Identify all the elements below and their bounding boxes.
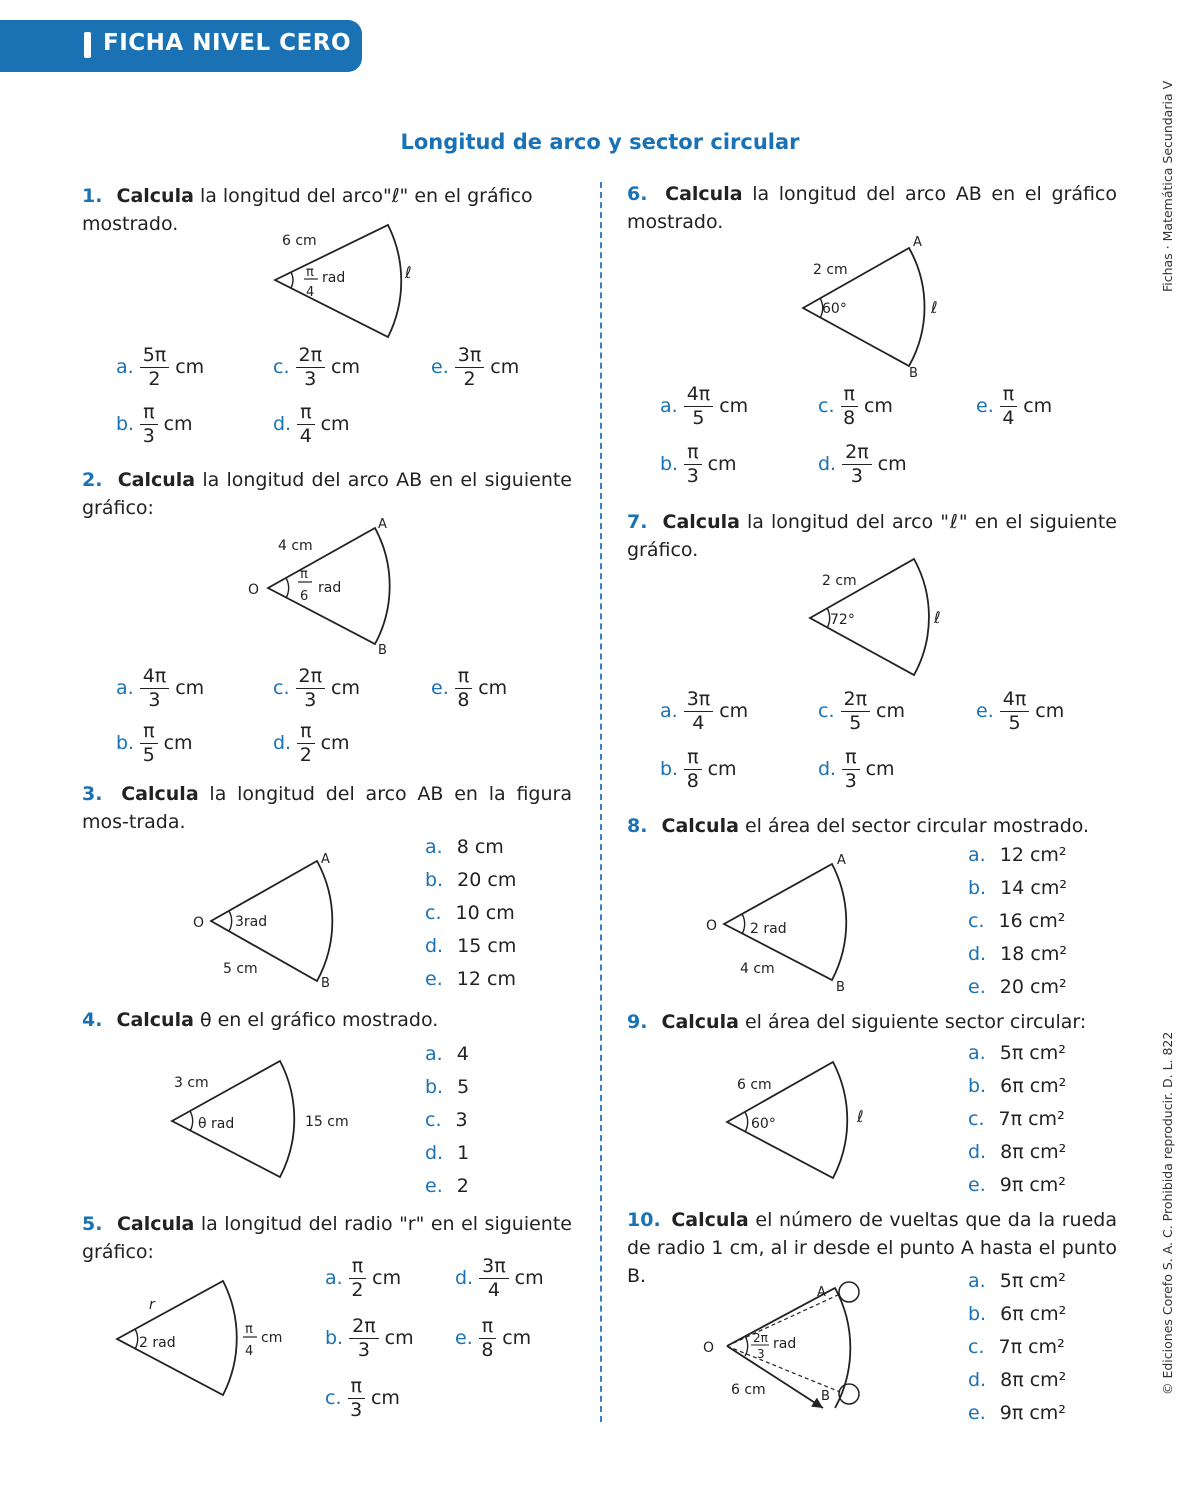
side-text-top: Fichas · Matemática Secundaria V bbox=[1160, 80, 1175, 292]
question-text: el área del sector circular mostrado. bbox=[738, 815, 1090, 837]
sector-figure-q1 bbox=[260, 220, 430, 345]
svg-text:O: O bbox=[706, 918, 718, 934]
option-d[interactable]: d. $\frac{\pi}{4}$ cm bbox=[273, 401, 350, 447]
option-d[interactable]: d. $\frac{\pi}{3}$ cm bbox=[818, 746, 895, 792]
option-a[interactable]: a. $\frac{4\pi}{5}$ cm bbox=[660, 383, 749, 429]
svg-text:6: 6 bbox=[300, 589, 309, 604]
question-3 bbox=[82, 780, 572, 836]
question-keyword: Calcula bbox=[116, 185, 194, 207]
svg-text:A: A bbox=[817, 1285, 826, 1300]
option-b[interactable]: b. 5 bbox=[425, 1076, 470, 1098]
option-e[interactable]: e. 12 cm bbox=[425, 968, 516, 990]
option-d[interactable]: d. 8π cm² bbox=[968, 1369, 1067, 1391]
option-c[interactable]: c. $\frac{\pi}{3}$ cm bbox=[325, 1375, 400, 1421]
svg-text:A: A bbox=[321, 852, 330, 867]
question-text: el número de vueltas que da la rueda de radio 1 cm, al ir desde el punto A hasta el punto B. bbox=[627, 1209, 1117, 1287]
option-c[interactable]: c. 7π cm² bbox=[968, 1108, 1065, 1130]
svg-text:60°: 60° bbox=[751, 1116, 776, 1132]
question-keyword: Calcula bbox=[116, 1009, 194, 1031]
svg-text:ℓ: ℓ bbox=[931, 298, 938, 317]
option-a[interactable]: a. 8 cm bbox=[425, 836, 504, 858]
options-q1 bbox=[116, 344, 576, 459]
option-c[interactable]: c. $\frac{2\pi}{3}$ cm bbox=[273, 344, 360, 390]
option-c[interactable]: c. 3 bbox=[425, 1109, 468, 1131]
options-q3 bbox=[425, 836, 516, 1001]
svg-text:2 rad: 2 rad bbox=[139, 1335, 176, 1351]
option-b[interactable]: b. $\frac{\pi}{8}$ cm bbox=[660, 746, 737, 792]
option-d[interactable]: d. 15 cm bbox=[425, 935, 517, 957]
svg-text:5 cm: 5 cm bbox=[223, 961, 258, 977]
option-b[interactable]: b. $\frac{2\pi}{3}$ cm bbox=[325, 1315, 414, 1361]
svg-text:O: O bbox=[193, 915, 205, 931]
option-c[interactable]: c. 16 cm² bbox=[968, 910, 1066, 932]
option-b[interactable]: b. 6π cm² bbox=[968, 1075, 1067, 1097]
sector-figure-q6 bbox=[795, 232, 965, 382]
column-divider bbox=[600, 182, 602, 1422]
sector-figure-q8 bbox=[700, 848, 870, 998]
question-number: 10. bbox=[627, 1209, 661, 1231]
question-keyword: Calcula bbox=[661, 1011, 739, 1033]
tab-bar-mark bbox=[84, 32, 91, 58]
side-text-bottom: © Ediciones Corefo S. A. C. Prohibida reproducir. D. L. 822 bbox=[1160, 1031, 1175, 1395]
question-text: θ en el gráfico mostrado. bbox=[193, 1009, 439, 1031]
question-9 bbox=[627, 1008, 1117, 1036]
svg-text:3: 3 bbox=[757, 1347, 765, 1361]
options-q2 bbox=[116, 665, 576, 780]
option-d[interactable]: d. $\frac{\pi}{2}$ cm bbox=[273, 720, 350, 766]
question-keyword: Calcula bbox=[662, 511, 740, 533]
question-keyword: Calcula bbox=[665, 183, 743, 205]
question-4 bbox=[82, 1006, 572, 1034]
svg-text:B: B bbox=[321, 976, 330, 991]
question-number: 5. bbox=[82, 1213, 103, 1235]
option-a[interactable]: a. 12 cm² bbox=[968, 844, 1067, 866]
sector-figure-q3 bbox=[185, 845, 355, 995]
question-text: la longitud del arco AB en el gráfico mostrado. bbox=[627, 183, 1118, 233]
option-e[interactable]: e. 20 cm² bbox=[968, 976, 1067, 998]
svg-text:rad: rad bbox=[773, 1336, 797, 1352]
option-e[interactable]: e. $\frac{\pi}{8}$ cm bbox=[455, 1315, 532, 1361]
question-text: la longitud del arco"ℓ" en el gráfico mostrado. bbox=[82, 185, 533, 235]
svg-text:6 cm: 6 cm bbox=[731, 1382, 766, 1398]
sector-figure-q5 bbox=[105, 1275, 300, 1405]
option-d[interactable]: d. $\frac{2\pi}{3}$ cm bbox=[818, 441, 907, 487]
svg-text:ℓ: ℓ bbox=[934, 608, 941, 627]
angle-unit: rad bbox=[322, 270, 346, 286]
vertex-o: O bbox=[248, 582, 260, 598]
svg-text:π: π bbox=[245, 1322, 253, 1337]
header-tab bbox=[0, 20, 362, 72]
arc-label: ℓ bbox=[405, 263, 412, 282]
svg-text:2 rad: 2 rad bbox=[750, 921, 787, 937]
question-number: 6. bbox=[627, 183, 648, 205]
sector-figure-q7 bbox=[800, 555, 960, 680]
point-a: A bbox=[378, 517, 387, 532]
svg-text:cm: cm bbox=[261, 1330, 283, 1346]
side-label: 4 cm bbox=[278, 538, 313, 554]
svg-text:3 cm: 3 cm bbox=[174, 1075, 209, 1091]
question-number: 7. bbox=[627, 511, 648, 533]
options-q7 bbox=[660, 688, 1120, 803]
question-6 bbox=[627, 180, 1117, 236]
option-a[interactable]: a. 5π cm² bbox=[968, 1042, 1066, 1064]
question-keyword: Calcula bbox=[661, 815, 739, 837]
option-b[interactable]: b. 20 cm bbox=[425, 869, 517, 891]
options-q8 bbox=[968, 844, 1067, 1009]
svg-text:2π: 2π bbox=[753, 1331, 768, 1345]
sector-figure-q4 bbox=[160, 1055, 370, 1185]
options-q9 bbox=[968, 1042, 1066, 1207]
options-q4 bbox=[425, 1043, 469, 1208]
option-a[interactable]: a. $\frac{4\pi}{3}$ cm bbox=[116, 665, 205, 711]
option-e[interactable]: e. $\frac{4\pi}{5}$ cm bbox=[976, 688, 1065, 734]
options-q5 bbox=[325, 1255, 575, 1435]
options-q6 bbox=[660, 383, 1120, 498]
point-b: B bbox=[378, 643, 387, 657]
option-e[interactable]: e. $\frac{\pi}{4}$ cm bbox=[976, 383, 1053, 429]
option-c[interactable]: c. $\frac{2\pi}{5}$ cm bbox=[818, 688, 905, 734]
question-number: 4. bbox=[82, 1009, 103, 1031]
option-e[interactable]: e. 2 bbox=[425, 1175, 469, 1197]
option-b[interactable]: b. 6π cm² bbox=[968, 1303, 1067, 1325]
options-q10 bbox=[968, 1270, 1066, 1435]
option-a[interactable]: a. $\frac{5\pi}{2}$ cm bbox=[116, 344, 205, 390]
svg-text:θ rad: θ rad bbox=[198, 1116, 235, 1132]
svg-text:72°: 72° bbox=[830, 612, 855, 628]
svg-text:ℓ: ℓ bbox=[857, 1107, 864, 1126]
svg-text:π: π bbox=[300, 567, 308, 582]
side-label: 6 cm bbox=[282, 233, 317, 249]
svg-text:3rad: 3rad bbox=[235, 914, 268, 930]
svg-text:2 cm: 2 cm bbox=[813, 262, 848, 278]
svg-text:6 cm: 6 cm bbox=[737, 1077, 772, 1093]
svg-text:4 cm: 4 cm bbox=[740, 961, 775, 977]
tab-label: FICHA NIVEL CERO bbox=[103, 30, 352, 56]
question-keyword: Calcula bbox=[121, 783, 199, 805]
svg-text:O: O bbox=[703, 1340, 715, 1356]
question-number: 9. bbox=[627, 1011, 648, 1033]
option-c[interactable]: c. 7π cm² bbox=[968, 1336, 1065, 1358]
svg-text:60°: 60° bbox=[822, 301, 847, 317]
question-number: 3. bbox=[82, 783, 103, 805]
option-e[interactable]: e. $\frac{\pi}{8}$ cm bbox=[431, 665, 508, 711]
option-c[interactable]: c. $\frac{2\pi}{3}$ cm bbox=[273, 665, 360, 711]
svg-text:A: A bbox=[913, 235, 922, 250]
option-b[interactable]: b. 14 cm² bbox=[968, 877, 1067, 899]
question-keyword: Calcula bbox=[116, 1213, 195, 1235]
option-a[interactable]: a. 4 bbox=[425, 1043, 469, 1065]
question-number: 1. bbox=[82, 185, 103, 207]
question-text: la longitud del arco AB en el siguiente gráfico: bbox=[82, 469, 572, 519]
option-e[interactable]: e. 9π cm² bbox=[968, 1174, 1066, 1196]
question-keyword: Calcula bbox=[117, 469, 196, 491]
option-c[interactable]: c. $\frac{\pi}{8}$ cm bbox=[818, 383, 893, 429]
option-e[interactable]: e. $\frac{3\pi}{2}$ cm bbox=[431, 344, 520, 390]
question-keyword: Calcula bbox=[671, 1209, 749, 1231]
question-text: el área del siguiente sector circular: bbox=[738, 1011, 1087, 1033]
sector-figure-q10 bbox=[695, 1272, 875, 1422]
question-number: 2. bbox=[82, 469, 103, 491]
sector-figure-q9 bbox=[715, 1058, 885, 1183]
svg-text:15 cm: 15 cm bbox=[305, 1114, 349, 1130]
svg-text:rad: rad bbox=[318, 580, 342, 596]
svg-text:B: B bbox=[909, 366, 918, 381]
svg-text:4: 4 bbox=[245, 1344, 254, 1359]
option-b[interactable]: b. $\frac{\pi}{3}$ cm bbox=[660, 441, 737, 487]
angle-numerator: π bbox=[306, 265, 314, 280]
svg-text:B: B bbox=[821, 1389, 830, 1404]
svg-text:2 cm: 2 cm bbox=[822, 573, 857, 589]
question-number: 8. bbox=[627, 815, 648, 837]
option-a[interactable]: a. $\frac{3\pi}{4}$ cm bbox=[660, 688, 749, 734]
option-c[interactable]: c. 10 cm bbox=[425, 902, 515, 924]
svg-text:r: r bbox=[149, 1297, 155, 1313]
option-d[interactable]: d. 1 bbox=[425, 1142, 470, 1164]
svg-text:B: B bbox=[836, 980, 845, 995]
option-e[interactable]: e. 9π cm² bbox=[968, 1402, 1066, 1424]
question-text: la longitud del arco "ℓ" en el siguiente gráfico. bbox=[627, 511, 1117, 561]
page-title: Longitud de arco y sector circular bbox=[400, 130, 800, 154]
svg-text:A: A bbox=[837, 853, 846, 868]
option-b[interactable]: b. $\frac{\pi}{3}$ cm bbox=[116, 401, 193, 447]
option-a[interactable]: a. 5π cm² bbox=[968, 1270, 1066, 1292]
question-text: la longitud del radio "r" en el siguiente gráfico: bbox=[82, 1213, 572, 1263]
option-a[interactable]: a. $\frac{\pi}{2}$ cm bbox=[325, 1255, 402, 1301]
option-d[interactable]: d. $\frac{3\pi}{4}$ cm bbox=[455, 1255, 544, 1301]
option-d[interactable]: d. 18 cm² bbox=[968, 943, 1067, 965]
question-8 bbox=[627, 812, 1117, 840]
question-text: la longitud del arco AB en la figura mos-trada. bbox=[82, 783, 572, 833]
option-d[interactable]: d. 8π cm² bbox=[968, 1141, 1067, 1163]
angle-denominator: 4 bbox=[306, 285, 315, 300]
option-b[interactable]: b. $\frac{\pi}{5}$ cm bbox=[116, 720, 193, 766]
sector-figure-q2 bbox=[240, 512, 410, 657]
